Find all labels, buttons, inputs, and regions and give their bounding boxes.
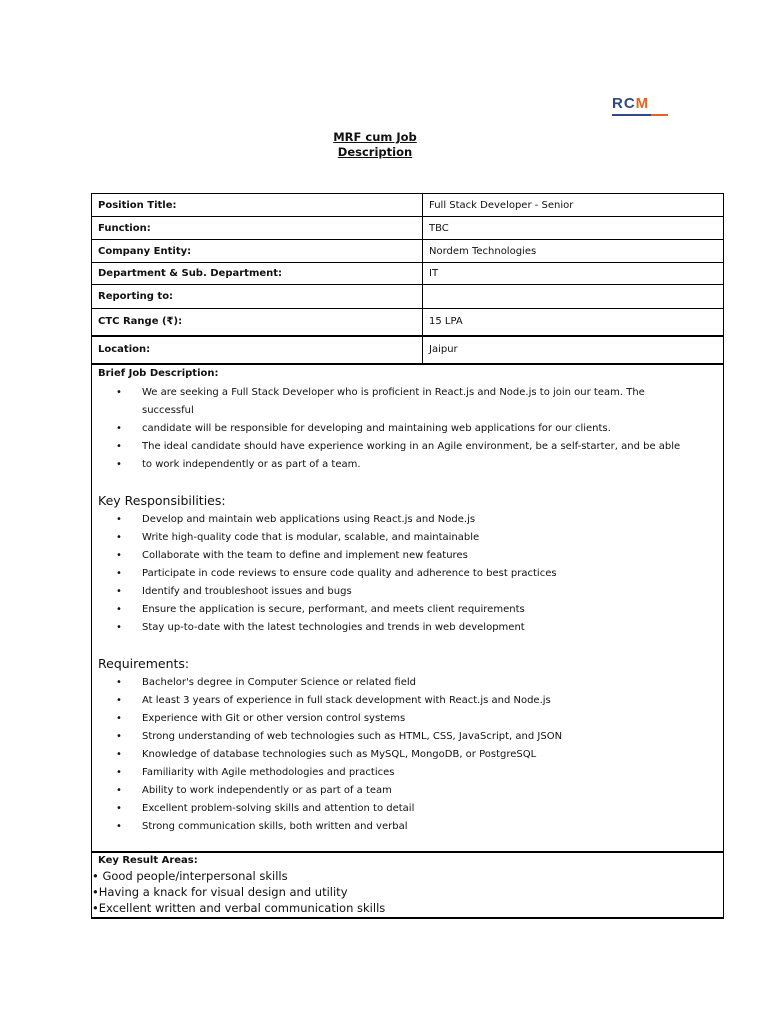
brief-line: candidate will be responsible for developing and maintaining web applications for our clients. <box>142 423 611 434</box>
bullet: • <box>116 767 122 778</box>
bullet: • <box>116 459 122 470</box>
requirement-item: Strong communication skills, both written and verbal <box>142 821 408 832</box>
brief-line: We are seeking a Full Stack Developer who is proficient in React.js and Node.js to join our team. The <box>142 387 645 398</box>
kra-line: •Having a knack for visual design and utility <box>92 885 348 899</box>
row-label: Function: <box>92 217 423 240</box>
requirement-item: Ability to work independently or as part of a team <box>142 785 392 796</box>
bullet: • <box>116 713 122 724</box>
responsibilities-heading: Key Responsibilities: <box>98 493 226 508</box>
brief-line: The ideal candidate should have experience working in an Agile environment, be a self-starter, and be able <box>142 441 681 452</box>
responsibility-item: Identify and troubleshoot issues and bugs <box>142 586 352 597</box>
brief-line: successful <box>142 405 194 416</box>
table-row <box>92 336 724 364</box>
bullet: • <box>116 532 122 543</box>
bullet: • <box>116 677 122 688</box>
bullet: • <box>116 550 122 561</box>
requirement-item: At least 3 years of experience in full stack development with React.js and Node.js <box>142 695 551 706</box>
requirements-heading: Requirements: <box>98 656 190 671</box>
requirement-item: Knowledge of database technologies such as MySQL, MongoDB, or PostgreSQL <box>142 749 537 760</box>
responsibility-item: Participate in code reviews to ensure code quality and adherence to best practices <box>142 568 557 579</box>
bullet: • <box>116 821 122 832</box>
brief-line: to work independently or as part of a team. <box>142 459 361 470</box>
brief-description-label: Brief Job Description: <box>98 368 219 379</box>
bullet: • <box>116 586 122 597</box>
responsibility-item: Write high-quality code that is modular, scalable, and maintainable <box>142 532 480 543</box>
document-title <box>0 130 750 160</box>
row-value <box>423 285 724 309</box>
bullet: • <box>116 785 122 796</box>
row-label: Company Entity: <box>92 240 423 263</box>
bullet: • <box>116 514 122 525</box>
bullet: • <box>116 387 122 398</box>
bullet: • <box>116 423 122 434</box>
row-label: Position Title: <box>92 194 423 217</box>
responsibility-item: Ensure the application is secure, performant, and meets client requirements <box>142 604 525 615</box>
logo-text-accent: M <box>635 95 650 112</box>
row-label: Location: <box>92 336 423 364</box>
bullet: • <box>116 803 122 814</box>
table-row <box>92 217 724 240</box>
row-value: IT <box>423 263 724 285</box>
kra-label: Key Result Areas: <box>98 855 198 866</box>
row-label: Department & Sub. Department: <box>92 263 423 285</box>
bullet: • <box>116 604 122 615</box>
table-row <box>92 309 724 336</box>
kra-line: •Excellent written and verbal communication skills <box>92 901 386 915</box>
row-label: Reporting to: <box>92 285 423 309</box>
bullet: • <box>116 695 122 706</box>
job-info-table <box>91 193 724 365</box>
title-line-2: Description <box>337 145 413 159</box>
responsibility-item: Develop and maintain web applications using React.js and Node.js <box>142 514 476 525</box>
title-line-1: MRF cum Job <box>333 130 417 144</box>
table-row <box>92 194 724 217</box>
row-value: 15 LPA <box>423 309 724 336</box>
requirement-item: Bachelor's degree in Computer Science or related field <box>142 677 417 688</box>
responsibility-item: Collaborate with the team to define and implement new features <box>142 550 468 561</box>
kra-line: • Good people/interpersonal skills <box>92 869 288 883</box>
bullet: • <box>116 622 122 633</box>
bullet: • <box>116 568 122 579</box>
company-logo <box>612 96 670 120</box>
requirement-item: Strong understanding of web technologies such as HTML, CSS, JavaScript, and JSON <box>142 731 563 742</box>
table-row <box>92 263 724 285</box>
requirement-item: Familiarity with Agile methodologies and practices <box>142 767 395 778</box>
row-label: CTC Range (₹): <box>92 309 423 336</box>
row-value: TBC <box>423 217 724 240</box>
row-value: Jaipur <box>423 336 724 364</box>
bullet: • <box>116 731 122 742</box>
table-row <box>92 285 724 309</box>
responsibility-item: Stay up-to-date with the latest technologies and trends in web development <box>142 622 525 633</box>
logo-underline <box>612 114 668 116</box>
bullet: • <box>116 441 122 452</box>
table-row <box>92 240 724 263</box>
logo-text <box>612 96 670 112</box>
requirement-item: Experience with Git or other version control systems <box>142 713 406 724</box>
requirement-item: Excellent problem-solving skills and attention to detail <box>142 803 415 814</box>
bullet: • <box>116 749 122 760</box>
row-value: Full Stack Developer - Senior <box>423 194 724 217</box>
logo-text-main: RC <box>612 95 636 112</box>
row-value: Nordem Technologies <box>423 240 724 263</box>
